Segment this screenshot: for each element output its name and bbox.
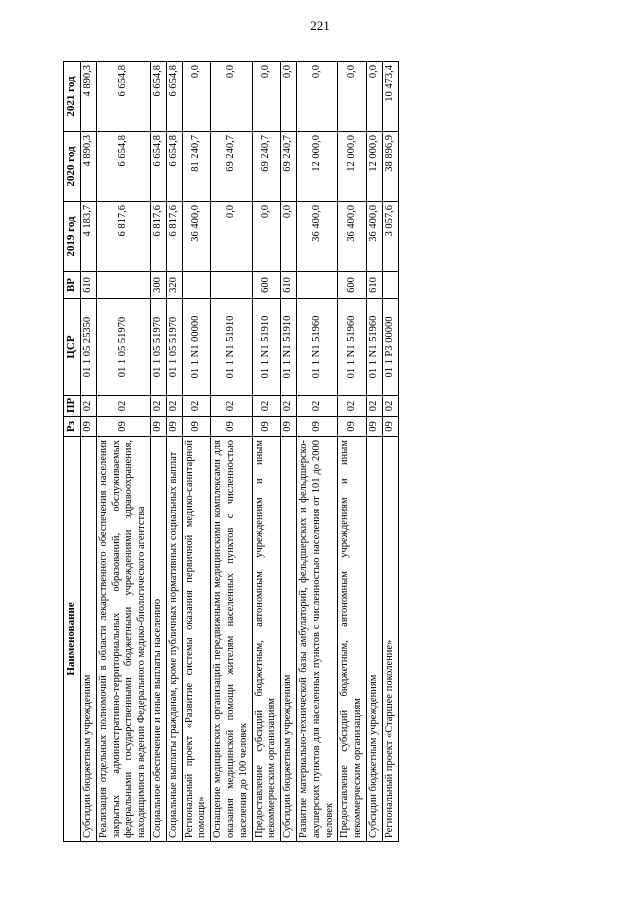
header-name: Наименование <box>64 437 81 842</box>
row-name: Социальные выплаты гражданам, кроме публичных нормативных социальных выплат <box>166 437 182 842</box>
row-vr <box>96 272 150 299</box>
table-row <box>382 62 398 842</box>
row-pr: 02 <box>366 396 382 417</box>
table-row <box>296 62 337 842</box>
row-2019: 0,0 <box>252 202 281 272</box>
row-2019: 36 400,0 <box>338 202 367 272</box>
row-vr: 320 <box>166 272 182 299</box>
row-2021: 6 654,8 <box>150 62 166 132</box>
rotated-table-wrapper <box>63 62 515 842</box>
row-name: Оснащение медицинских организаций передвижными медицинскими комплексами для оказания медицинской помощи жителям населенных пунктов с численностью населения до 100 человек <box>211 437 252 842</box>
header-vr: ВР <box>64 272 81 299</box>
row-2021: 0,0 <box>211 62 252 132</box>
table-row <box>281 62 297 842</box>
row-2020: 12 000,0 <box>366 132 382 202</box>
row-vr: 610 <box>366 272 382 299</box>
row-rz: 09 <box>382 417 398 437</box>
row-2019: 36 400,0 <box>366 202 382 272</box>
row-rz: 09 <box>150 417 166 437</box>
row-2021: 0,0 <box>281 62 297 132</box>
row-vr <box>211 272 252 299</box>
row-name: Субсидии бюджетным учреждениям <box>281 437 297 842</box>
header-2020: 2020 год <box>64 132 81 202</box>
row-name: Региональный проект «Развитие системы оказания первичной медико-санитарной помощи» <box>182 437 211 842</box>
row-2020: 69 240,7 <box>211 132 252 202</box>
row-pr: 02 <box>150 396 166 417</box>
row-vr <box>182 272 211 299</box>
row-rz: 09 <box>182 417 211 437</box>
table-row <box>81 62 97 842</box>
row-2021: 0,0 <box>182 62 211 132</box>
row-rz: 09 <box>81 417 97 437</box>
row-csr: 01 1 05 25350 <box>81 299 97 396</box>
table-body <box>81 62 399 842</box>
row-name: Предоставление субсидий бюджетным, автономным учреждениям и иным некоммерческим организациям <box>338 437 367 842</box>
header-rz: Рз <box>64 417 81 437</box>
row-rz: 09 <box>252 417 281 437</box>
row-csr: 01 1 N1 51910 <box>211 299 252 396</box>
row-name: Региональный проект «Старшее поколение» <box>382 437 398 842</box>
row-csr: 01 1 P3 00000 <box>382 299 398 396</box>
row-csr: 01 1 N1 51960 <box>338 299 367 396</box>
row-pr: 02 <box>166 396 182 417</box>
row-csr: 01 1 N1 00000 <box>182 299 211 396</box>
row-csr: 01 1 05 51970 <box>166 299 182 396</box>
row-2021: 0,0 <box>366 62 382 132</box>
row-2019: 3 057,6 <box>382 202 398 272</box>
row-2019: 6 817,6 <box>166 202 182 272</box>
row-2021: 6 654,8 <box>96 62 150 132</box>
row-rz: 09 <box>211 417 252 437</box>
row-2021: 6 654,8 <box>166 62 182 132</box>
row-rz: 09 <box>366 417 382 437</box>
table-row <box>211 62 252 842</box>
row-2020: 6 654,8 <box>166 132 182 202</box>
row-2020: 38 896,9 <box>382 132 398 202</box>
table-row <box>338 62 367 842</box>
row-name: Субсидии бюджетным учреждениям <box>366 437 382 842</box>
header-pr: ПР <box>64 396 81 417</box>
row-rz: 09 <box>296 417 337 437</box>
row-pr: 02 <box>182 396 211 417</box>
row-pr: 02 <box>296 396 337 417</box>
row-2021: 0,0 <box>252 62 281 132</box>
table-row <box>96 62 150 842</box>
row-pr: 02 <box>338 396 367 417</box>
row-2021: 4 890,3 <box>81 62 97 132</box>
row-pr: 02 <box>382 396 398 417</box>
row-pr: 02 <box>281 396 297 417</box>
row-2020: 69 240,7 <box>252 132 281 202</box>
row-2019: 0,0 <box>211 202 252 272</box>
row-csr: 01 1 N1 51910 <box>252 299 281 396</box>
row-pr: 02 <box>211 396 252 417</box>
row-rz: 09 <box>281 417 297 437</box>
row-2020: 6 654,8 <box>150 132 166 202</box>
budget-table <box>63 61 399 842</box>
row-2019: 6 817,6 <box>96 202 150 272</box>
row-csr: 01 1 N1 51960 <box>296 299 337 396</box>
row-name: Реализация отдельных полномочий в области лекарственного обеспечения населения закрытых административно-территориальных образований, обслуживаемых федеральными государственными бюджетными учреждениями здравоохранения, находящимися в ведении Федерального медико-биологического агентства <box>96 437 150 842</box>
row-vr: 600 <box>252 272 281 299</box>
header-2019: 2019 год <box>64 202 81 272</box>
row-2020: 6 654,8 <box>96 132 150 202</box>
row-vr: 610 <box>281 272 297 299</box>
row-csr: 01 1 N1 51910 <box>281 299 297 396</box>
row-csr: 01 1 N1 51960 <box>366 299 382 396</box>
table-row <box>252 62 281 842</box>
row-2020: 69 240,7 <box>281 132 297 202</box>
row-name: Субсидии бюджетным учреждениям <box>81 437 97 842</box>
row-csr: 01 1 05 51970 <box>150 299 166 396</box>
row-pr: 02 <box>96 396 150 417</box>
row-2019: 4 183,7 <box>81 202 97 272</box>
row-rz: 09 <box>166 417 182 437</box>
table-row <box>366 62 382 842</box>
row-pr: 02 <box>81 396 97 417</box>
table-row <box>166 62 182 842</box>
row-name: Предоставление субсидий бюджетным, автономным учреждениям и иным некоммерческим организациям <box>252 437 281 842</box>
row-2019: 6 817,6 <box>150 202 166 272</box>
row-2019: 36 400,0 <box>296 202 337 272</box>
row-pr: 02 <box>252 396 281 417</box>
page-number: 221 <box>310 18 330 33</box>
row-rz: 09 <box>96 417 150 437</box>
row-2021: 10 473,4 <box>382 62 398 132</box>
row-vr <box>382 272 398 299</box>
row-name: Социальное обеспечение и иные выплаты населению <box>150 437 166 842</box>
row-2021: 0,0 <box>296 62 337 132</box>
row-rz: 09 <box>338 417 367 437</box>
row-2020: 12 000,0 <box>296 132 337 202</box>
header-2021: 2021 год <box>64 62 81 132</box>
table-header <box>64 62 81 842</box>
row-2021: 0,0 <box>338 62 367 132</box>
row-vr: 300 <box>150 272 166 299</box>
row-csr: 01 1 05 51970 <box>96 299 150 396</box>
table-row <box>182 62 211 842</box>
row-vr: 600 <box>338 272 367 299</box>
row-2019: 0,0 <box>281 202 297 272</box>
row-vr <box>296 272 337 299</box>
row-2020: 81 240,7 <box>182 132 211 202</box>
row-name: Развитие материально-технической базы амбулаторий, фельдшерских и фельдшерско-акушерских пунктов для населенных пунктов с численностью населения от 101 до 2000 человек <box>296 437 337 842</box>
row-vr: 610 <box>81 272 97 299</box>
table-row <box>150 62 166 842</box>
header-csr: ЦСР <box>64 299 81 396</box>
row-2020: 4 890,3 <box>81 132 97 202</box>
row-2019: 36 400,0 <box>182 202 211 272</box>
row-2020: 12 000,0 <box>338 132 367 202</box>
